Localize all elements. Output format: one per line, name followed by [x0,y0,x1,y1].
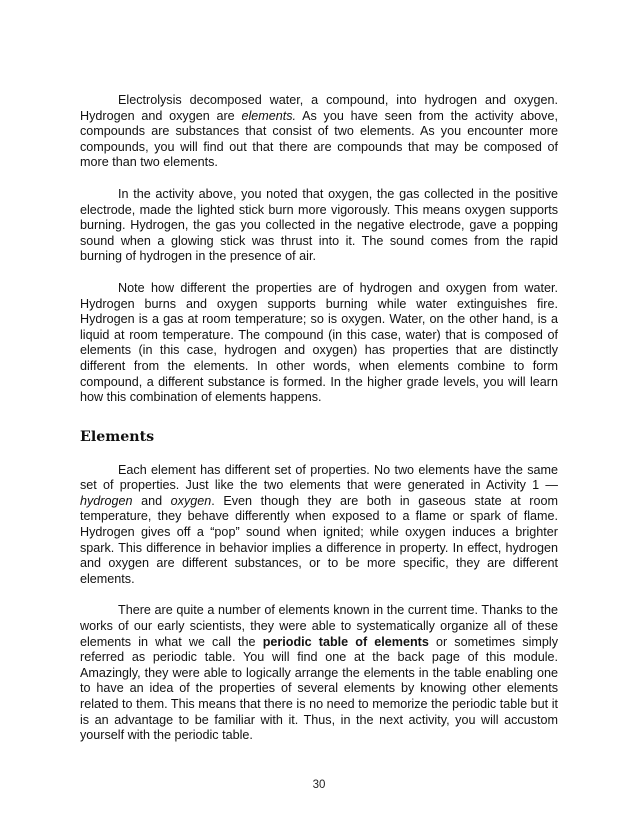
paragraph-text: Note how different the properties are of hydrogen and oxygen from water. Hydrogen burns and oxygen supports burning while water extinguishes fire. Hydrogen is a gas at room temperature; so is oxygen. Water, on the other hand, is a liquid at room temperature. The compound (in this case, water) that is composed of elements (in this case, hydrogen and oxygen) has properties that are distinctly different from the elements. In other words, when elements combine to form compound, a different substance is formed. In the higher grade levels, you will learn how this combination of elements happens. [80,280,558,405]
paragraph-electrolysis [80,93,558,171]
italic-term-oxygen: oxygen [170,493,212,508]
page-number: 30 [312,779,326,791]
paragraph-spacer [80,587,558,603]
paragraph-text: Each element has different set of properties. No two elements have the same set of properties. Just like the two elements that were generated in Activity 1 — [80,462,558,493]
paragraph-text: and [132,493,171,508]
paragraph-element-properties [80,463,558,588]
paragraph-text: As you have seen from the activity above, compounds are substances that consist of two elements. As you encounter more compounds, you will find out that there are compounds that may be composed of more than two elements. [80,108,558,170]
paragraph-text: In the activity above, you noted that oxygen, the gas collected in the positive electrode, made the lighted stick burn more vigorously. This means oxygen supports burning. Hydrogen, the gas you collected in the negative electrode, gave a popping sound when a glowing stick was thrust into it. The sound comes from the rapid burning of hydrogen in the presence of air. [80,186,558,264]
paragraph-spacer [80,171,558,187]
paragraph-spacer [80,265,558,281]
bold-term-periodic-table: periodic table of elements [262,634,429,649]
paragraph-text: . Even though they are both in gaseous state at room temperature, they behave differently when exposed to a flame or spark of flame. Hydrogen gives off a “pop” sound when ignited; while oxygen induces a brighter spark. This difference in behavior implies a difference in property. In effect, hydrogen and oxygen are different substances, or to be more specific, they are different elements. [80,493,558,586]
italic-term-elements: elements. [241,108,297,123]
heading-spacer [80,406,558,428]
paragraph-periodic-table [80,603,558,743]
paragraph-properties-comparison [80,281,558,406]
heading-spacer [80,446,558,463]
italic-term-hydrogen: hydrogen [80,493,133,508]
paragraph-text: There are quite a number of elements known in the current time. Thanks to the works of our early scientists, they were able to systematically organize all of these elements in what we call the [80,603,558,649]
paragraph-text: or sometimes simply referred as periodic table. You will find one at the back page of this module. Amazingly, they were able to logically arrange the elements in the table enabling one to have an idea of the properties of several elements by knowing other elements related to them. This means that there is no need to memorize the periodic table but it is an advantage to be familiar with it. Thus, in the next activity, you will accustom yourself with the periodic table. [80,634,558,743]
paragraph-text: Electrolysis decomposed water, a compound, into hydrogen and oxygen. Hydrogen and oxygen are [80,93,558,123]
paragraph-activity-observations [80,187,558,265]
section-heading-elements: Elements [80,428,155,445]
page-body [80,93,558,744]
